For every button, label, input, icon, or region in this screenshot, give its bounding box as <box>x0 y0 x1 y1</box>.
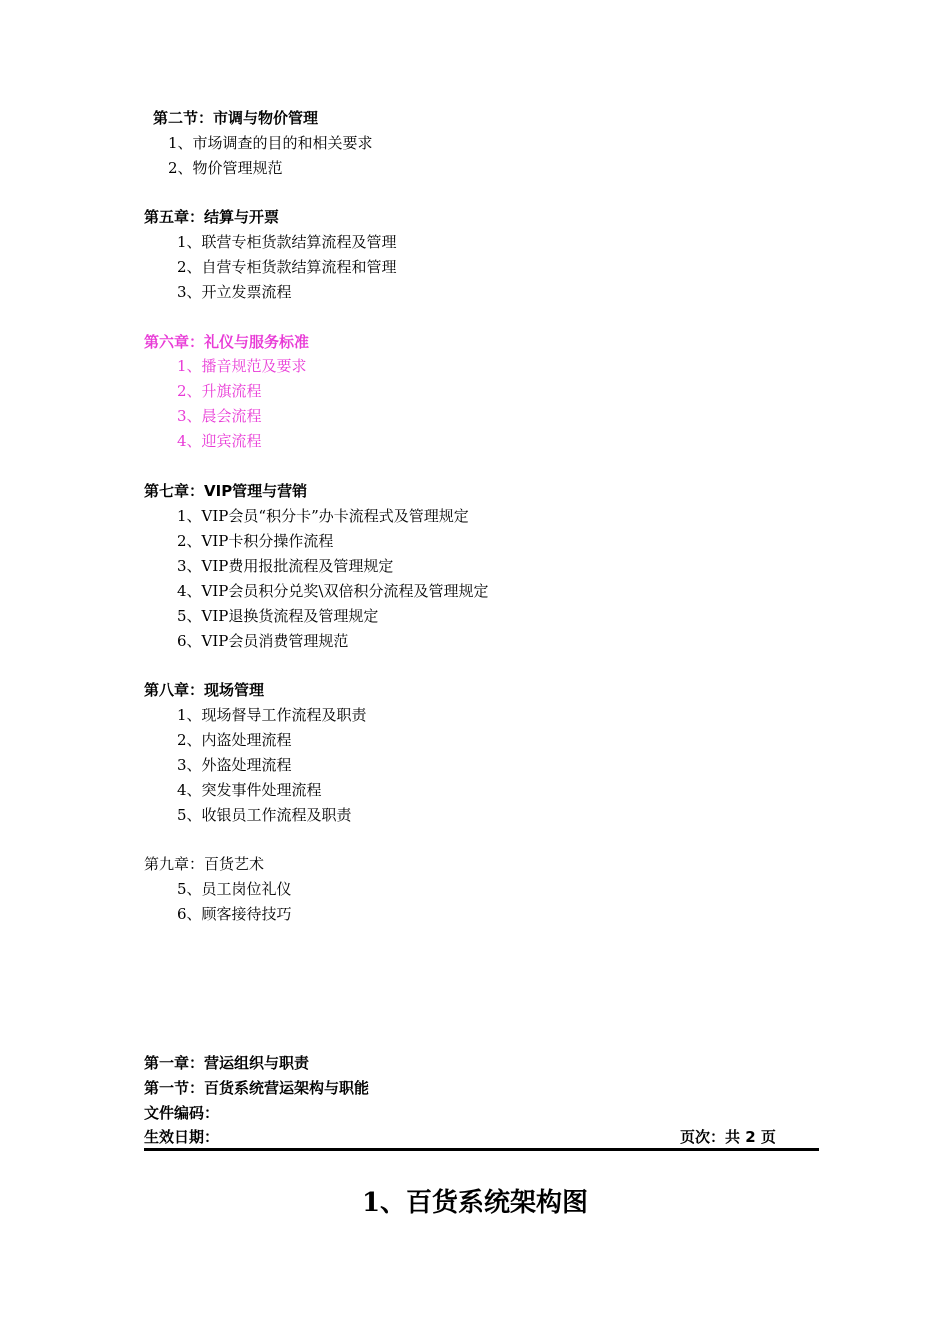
toc-item: 1、VIP会员“积分卡”办卡流程式及管理规定 <box>177 507 469 525</box>
header-doc-code: 文件编码： <box>144 1104 220 1122</box>
header-chapter: 第一章：营运组织与职责 <box>144 1054 310 1072</box>
toc-item: 3、开立发票流程 <box>177 283 292 301</box>
toc-item: 1、播音规范及要求 <box>177 357 307 375</box>
header-page-count: 页次：共 2 页 <box>680 1128 776 1146</box>
toc-chapter-9-title: 第九章：百货艺术 <box>144 855 265 873</box>
toc-item: 4、迎宾流程 <box>177 432 262 450</box>
page-title: 1、百货系统架构图 <box>361 1188 589 1218</box>
toc-item: 2、内盗处理流程 <box>177 731 292 749</box>
toc-item: 2、VIP卡积分操作流程 <box>177 532 334 550</box>
toc-item: 4、VIP会员积分兑奖\双倍积分流程及管理规定 <box>177 582 489 600</box>
toc-item: 2、升旗流程 <box>177 382 262 400</box>
header-divider <box>144 1148 819 1151</box>
toc-item: 5、VIP退换货流程及管理规定 <box>177 607 379 625</box>
toc-item: 3、晨会流程 <box>177 407 262 425</box>
header-section: 第一节：百货系统营运架构与职能 <box>144 1079 370 1097</box>
toc-item: 1、现场督导工作流程及职责 <box>177 706 367 724</box>
toc-item: 2、物价管理规范 <box>168 159 283 177</box>
header-effective-date: 生效日期： <box>144 1128 220 1146</box>
toc-item: 4、突发事件处理流程 <box>177 781 322 799</box>
toc-chapter-8-title: 第八章：现场管理 <box>144 681 265 699</box>
toc-chapter-7-title: 第七章：VIP管理与营销 <box>144 482 308 500</box>
toc-item: 6、VIP会员消费管理规范 <box>177 632 349 650</box>
toc-chapter-6-title: 第六章：礼仪与服务标准 <box>144 333 310 351</box>
toc-item: 3、VIP费用报批流程及管理规定 <box>177 557 394 575</box>
toc-item: 3、外盗处理流程 <box>177 756 292 774</box>
toc-item: 1、市场调查的目的和相关要求 <box>168 134 373 152</box>
toc-item: 5、收银员工作流程及职责 <box>177 806 352 824</box>
toc-item: 5、员工岗位礼仪 <box>177 880 292 898</box>
toc-chapter-5-title: 第五章：结算与开票 <box>144 208 280 226</box>
toc-section-2-title: 第二节：市调与物价管理 <box>153 109 319 127</box>
toc-item: 1、联营专柜货款结算流程及管理 <box>177 233 397 251</box>
toc-item: 6、顾客接待技巧 <box>177 905 292 923</box>
toc-item: 2、自营专柜货款结算流程和管理 <box>177 258 397 276</box>
